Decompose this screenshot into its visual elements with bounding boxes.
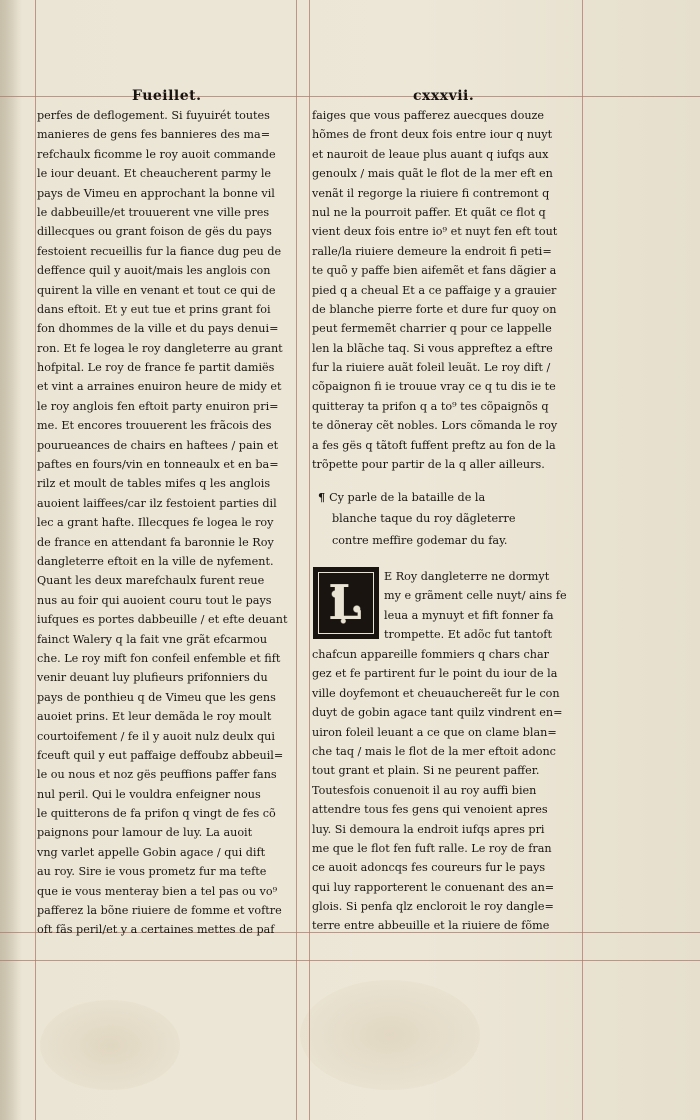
text-line: paignons pour lamour de luy. La auoit — [37, 826, 253, 840]
text-line: gez et fe partirent fur le point du iour de la — [312, 667, 558, 681]
chapter-heading-line — [318, 486, 515, 508]
text-line: hofpital. Le roy de france fe partit damiës — [37, 361, 275, 375]
text-line: genoulx / mais quãt le flot de la mer eft en — [312, 167, 553, 181]
text-line: nul ne la pourroit paffer. Et quãt ce flot q — [312, 205, 546, 219]
text-line: nul peril. Qui le vouldra enfeigner nous — [37, 787, 261, 801]
text-line: le quitterons de fa prifon q vingt de fes cõ — [37, 807, 276, 821]
text-line: et nauroit de leaue plus auant q iufqs aux — [312, 147, 549, 161]
right-text-column-top — [312, 106, 582, 474]
text-line: oft fãs peril/et y a certaines mettes de paf — [37, 923, 275, 937]
text-line: vng varlet appelle Gobin agace / qui dift — [37, 845, 266, 859]
text-line: terre entre abbeuille et la riuiere de fõme — [312, 919, 550, 933]
text-line: faiges que vous pafferez auecques douze — [312, 109, 545, 122]
folio-header-left: Fueillet. — [132, 88, 202, 104]
right-text-column-bottom — [312, 645, 582, 936]
binding-shadow — [0, 0, 22, 1120]
text-line: attendre tous fes gens qui venoient apres — [312, 803, 548, 817]
folio-header-right: cxxxvii. — [413, 88, 475, 104]
text-line: de blanche pierre forte et dure fur quoy on — [312, 302, 557, 316]
chapter-heading-line — [318, 508, 515, 530]
text-line: le ou nous et noz gës peuffions paffer fans — [37, 768, 277, 782]
text-line: venãt il regorge la riuiere fi contremont q — [312, 186, 550, 200]
paper-stain — [300, 980, 480, 1090]
text-line: le iour deuant. Et cheaucherent parmy le — [37, 167, 272, 181]
text-line: pafferez la bõne riuiere de fomme et voftre — [37, 904, 282, 918]
text-line: glois. Si penfa qlz encloroit le roy dangle= — [312, 900, 554, 914]
text-line: tout grant et plain. Si ne peurent paffer. — [312, 764, 540, 778]
right-text-beside-initial — [384, 567, 584, 645]
text-line: pied q a cheual Et a ce paffaige y a grauier — [312, 283, 557, 297]
text-line: duyt de gobin agace tant quilz vindrent en= — [312, 706, 563, 720]
text-line: lec a grant hafte. Illecques fe logea le roy — [37, 516, 274, 530]
text-line: len la blãche taq. Si vous appreftez a eftre — [312, 341, 553, 355]
text-line: uiron foleil leuant a ce que on clame blan= — [312, 725, 557, 739]
initial-letter: L — [328, 575, 362, 631]
text-line: courtoifement / fe il y auoit nulz deulx qui — [37, 729, 275, 743]
text-line: chafcun appareille fommiers q chars char — [312, 648, 549, 661]
header-rule — [0, 96, 700, 97]
text-line: ce auoit adoncqs fes coureurs fur le pays — [312, 861, 546, 875]
text-line: che taq / mais le flot de la mer eftoit adonc — [312, 744, 556, 758]
text-line: que ie vous menteray bien a tel pas ou vo⁹ — [37, 884, 278, 898]
text-line: fceuft quil y eut paffaige deffoubz abbeuil= — [37, 748, 284, 762]
text-line: vient deux fois entre io⁹ et nuyt fen eft tout — [312, 225, 558, 239]
text-line: luy. Si demoura la endroit iufqs apres pri — [312, 822, 545, 836]
bottom-rule-2 — [0, 960, 700, 961]
text-line: a fes gës q tãtoft fuffent preftz au fon de la — [312, 438, 556, 452]
text-line: fon dhommes de la ville et du pays denui= — [37, 322, 279, 336]
text-line: le dabbeuille/et trouuerent vne ville pres — [37, 205, 270, 219]
decorated-initial — [313, 567, 379, 639]
text-line: ralle/la riuiere demeure la endroit fi peti= — [312, 244, 552, 258]
text-line: paftes en fours/vin en tonneaulx et en ba= — [37, 458, 279, 472]
text-line: et vint a arraines enuiron heure de midy et — [37, 380, 282, 394]
column-rule-2 — [309, 0, 310, 1120]
text-line: che. Le roy mift fon confeil enfemble et fift — [37, 651, 281, 665]
text-line: rilz et moult de tables mifes q les anglois — [37, 477, 271, 491]
paper-stain — [40, 1000, 180, 1090]
margin-rule-right — [582, 0, 583, 1120]
text-line: ville doyfemont et cheuauchereẽt fur le con — [312, 686, 560, 700]
chapter-heading-line — [318, 530, 515, 552]
text-line: de france en attendant fa baronnie le Roy — [37, 535, 274, 549]
chapter-heading-text: contre meffire godemar du fay. — [332, 534, 508, 547]
text-line: hõmes de front deux fois entre iour q nuyt — [312, 128, 553, 142]
text-line: le roy anglois fen eftoit party enuiron pri= — [37, 399, 279, 413]
text-line: nus au foir qui auoient couru tout le pays — [37, 593, 272, 607]
text-line: qui luy rapporterent le conuenant des an= — [312, 880, 555, 894]
left-text-column — [37, 106, 295, 940]
text-line: trõpette pour partir de la q aller ailleurs. — [312, 458, 545, 472]
text-line: manieres de gens fes bannieres des ma= — [37, 128, 271, 142]
text-line: quirent la ville en venant et tout ce qui de — [37, 283, 276, 297]
text-line: my e grãment celle nuyt/ ains fe — [384, 589, 567, 603]
text-line: fainct Walery q la fait vne grãt efcarmou — [37, 632, 268, 646]
text-line: refchaulx ficomme le roy auoit commande — [37, 147, 276, 161]
text-line: venir deuant luy plufieurs prifonniers du — [37, 671, 268, 685]
margin-rule-left — [35, 0, 36, 1120]
text-line: te quõ y paffe bien aifemẽt et fans dãgier a — [312, 264, 557, 278]
text-line: auoiet prins. Et leur demãda le roy moult — [37, 710, 272, 724]
text-line: peut fermemẽt charrier q pour ce lappelle — [312, 322, 552, 336]
text-line: au roy. Sire ie vous prometz fur ma tefte — [37, 865, 267, 879]
text-line: dans eftoit. Et y eut tue et prins grant foi — [37, 302, 271, 316]
text-line: quitteray ta prifon q a to⁹ tes cõpaignõs q — [312, 399, 549, 413]
column-rule-1 — [296, 0, 297, 1120]
text-line: E Roy dangleterre ne dormyt — [384, 570, 550, 583]
chapter-heading-text: blanche taque du roy dãgleterre — [332, 512, 516, 525]
text-line: perfes de deflogement. Si fuyuirét toutes — [37, 109, 270, 122]
text-line: deffence quil y auoit/mais les anglois con — [37, 264, 271, 278]
text-line: pays de ponthieu q de Vimeu que les gens — [37, 690, 276, 704]
text-line: trompette. Et adõc fut tantoft — [384, 628, 552, 642]
text-line: cõpaignon fi ie trouue vray ce q tu dis ie te — [312, 380, 556, 394]
chapter-heading-text: Cy parle de la bataille de la — [329, 491, 486, 504]
text-line: festoient recueillis fur la fiance dug peu de — [37, 244, 282, 258]
pilcrow-icon: ¶ — [318, 490, 326, 504]
text-line: Toutesfois conuenoit il au roy auffi bien — [312, 783, 537, 797]
chapter-heading — [318, 486, 515, 552]
text-line: dangleterre eftoit en la ville de nyfement. — [37, 554, 274, 568]
text-line: iufques es portes dabbeuille / et efte deuant — [37, 613, 288, 627]
text-line: pourueances de chairs en haftees / pain et — [37, 438, 279, 452]
text-line: auoient laiffees/car ilz festoient parties dil — [37, 496, 277, 510]
text-line: fur la riuiere auãt foleil leuãt. Le roy dift / — [312, 361, 551, 375]
text-line: me. Et encores trouuerent les frãcois des — [37, 419, 272, 433]
text-line: dillecques ou grant foison de gës du pays — [37, 225, 272, 239]
text-line: te dõneray cẽt nobles. Lors cõmanda le roy — [312, 419, 558, 433]
text-line: pays de Vimeu en approchant la bonne vil — [37, 186, 275, 200]
text-line: me que le flot fen fuft ralle. Le roy de fran — [312, 841, 552, 855]
text-line: Quant les deux marefchaulx furent reue — [37, 574, 265, 588]
text-line: leua a mynuyt et fift fonner fa — [384, 608, 554, 622]
text-line: ron. Et fe logea le roy dangleterre au grant — [37, 341, 283, 355]
